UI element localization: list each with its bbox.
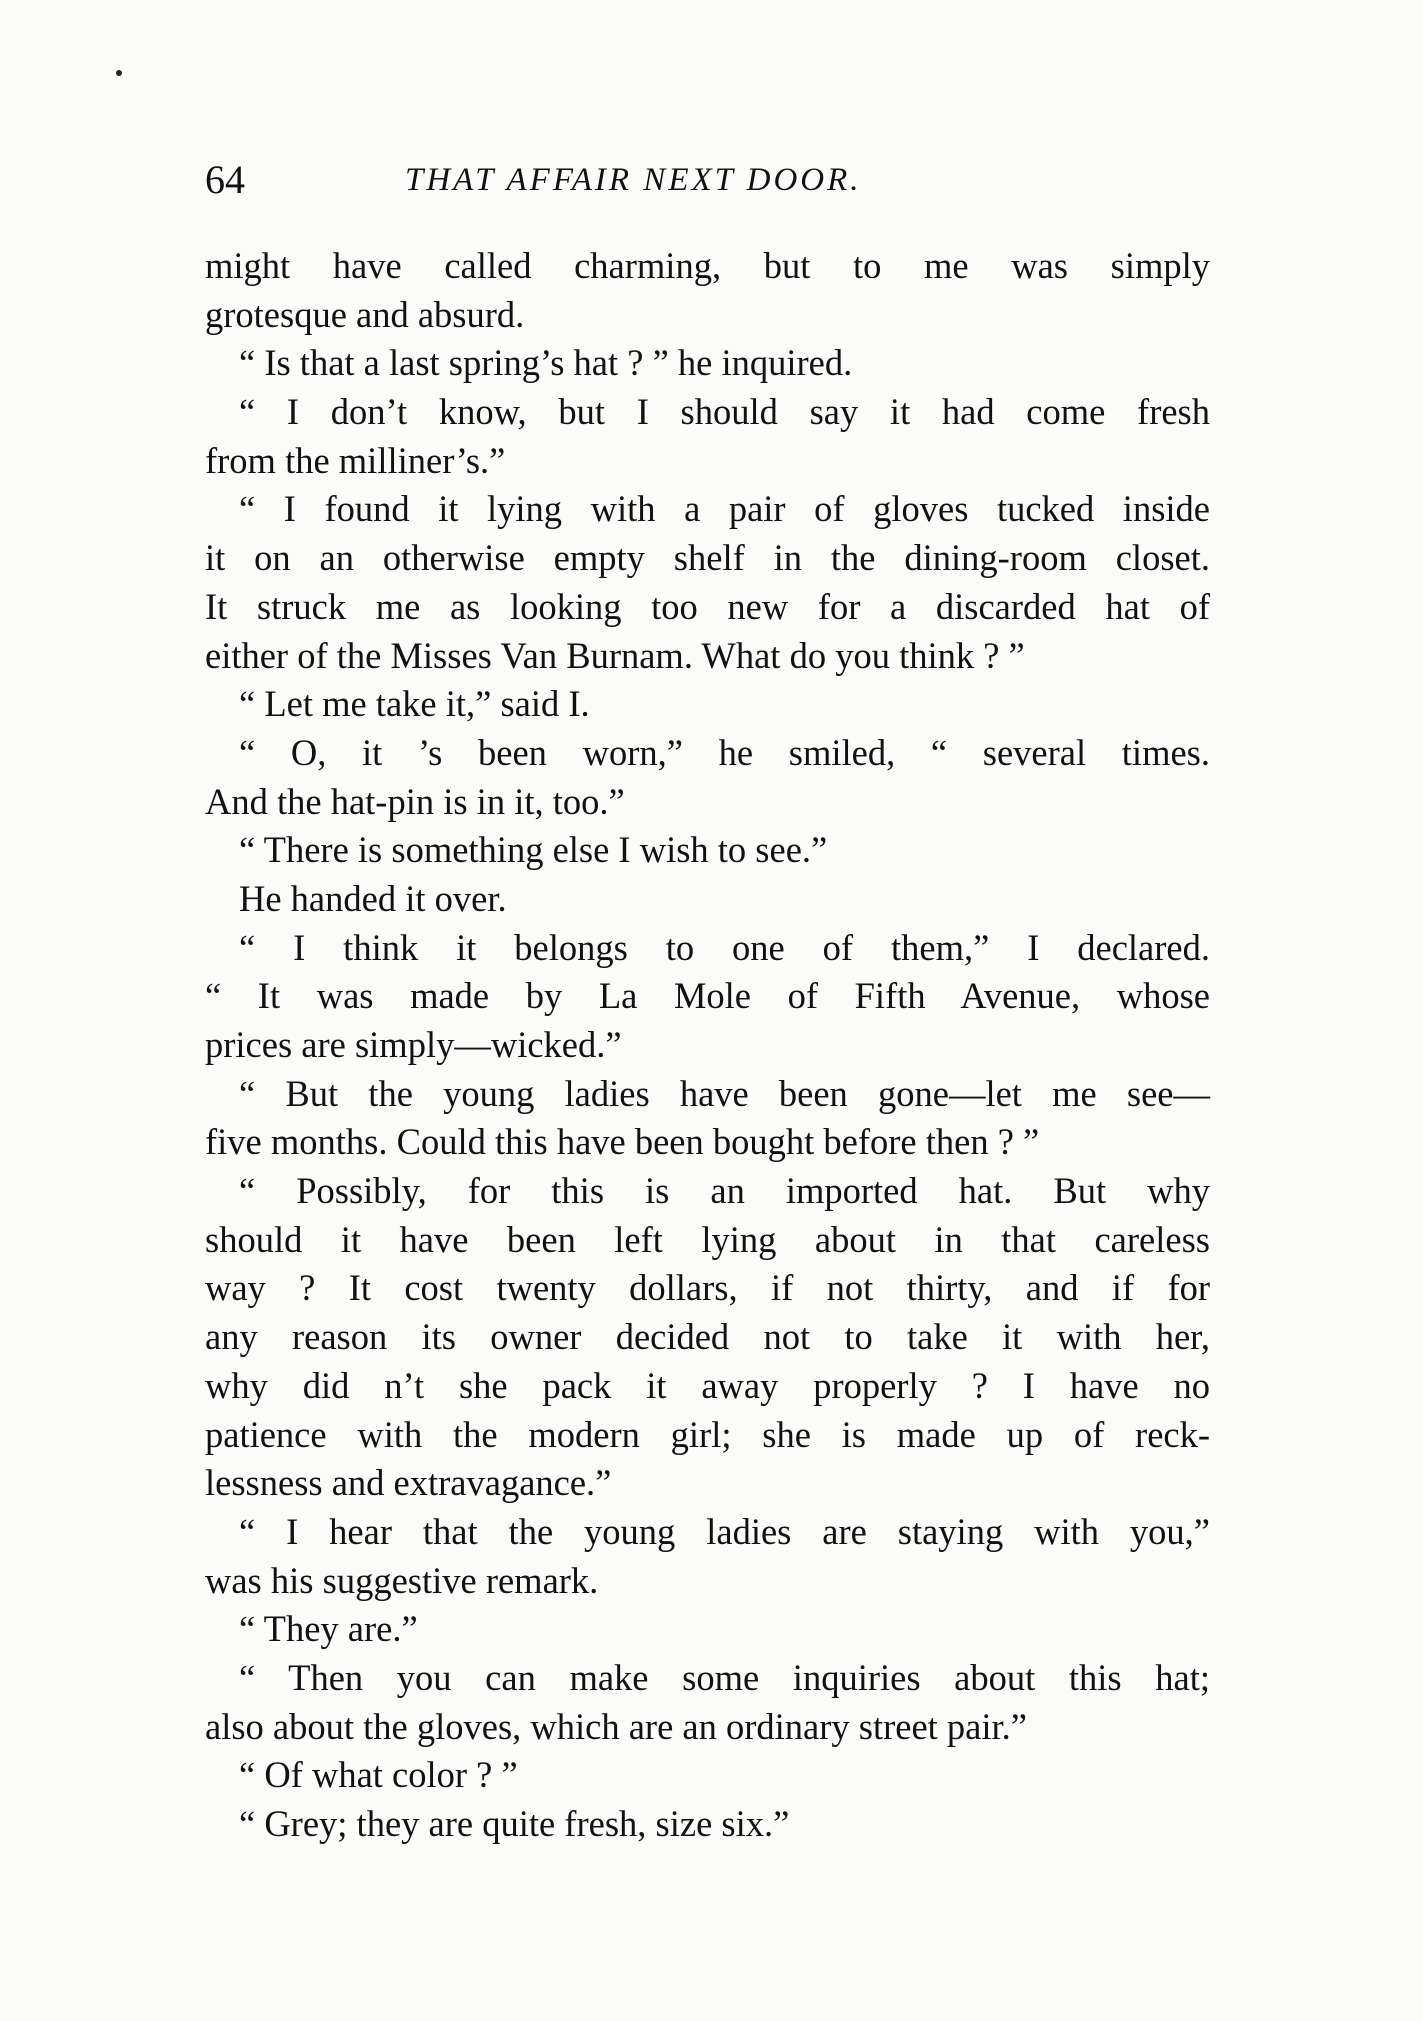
text-line: patience with the modern girl; she is made up of reck- (205, 1413, 1210, 1455)
text-line: “ But the young ladies have been gone—let me see— (239, 1072, 1210, 1114)
text-line: It struck me as looking too new for a discarded hat of (205, 585, 1210, 627)
running-title: THAT AFFAIR NEXT DOOR. (405, 162, 862, 198)
text-line: why did n’t she pack it away properly ? I have no (205, 1364, 1210, 1406)
text-line: either of the Misses Van Burnam. What do you think ? ” (205, 634, 1025, 676)
text-line: “ I found it lying with a pair of gloves tucked inside (239, 488, 1210, 530)
text-line: And the hat-pin is in it, too.” (205, 780, 625, 822)
text-line: “ Is that a last spring’s hat ? ” he inquired. (239, 342, 853, 384)
page-header (205, 152, 1215, 208)
text-line: “ Grey; they are quite fresh, size six.” (239, 1803, 790, 1844)
ink-speck (116, 70, 122, 76)
text-line: might have called charming, but to me was simply (205, 245, 1210, 286)
text-line: “ I think it belongs to one of them,” I declared. (239, 926, 1210, 968)
text-line: should it have been left lying about in that careless (205, 1218, 1210, 1260)
text-line: prices are simply—wicked.” (205, 1024, 622, 1065)
text-line: five months. Could this have been bought before then ? ” (205, 1121, 1040, 1163)
text-line: “ Let me take it,” said I. (239, 683, 590, 725)
text-line: grotesque and absurd. (205, 293, 525, 335)
text-line: was his suggestive remark. (205, 1559, 599, 1601)
text-line: “ O, it ’s been worn,” he smiled, “ several times. (239, 731, 1210, 773)
text-line: “ Of what color ? ” (239, 1754, 518, 1796)
text-line: any reason its owner decided not to take it with her, (205, 1316, 1210, 1358)
text-line: “ I hear that the young ladies are staying with you,” (239, 1510, 1210, 1552)
body-text (205, 242, 1210, 1849)
page-number: 64 (205, 157, 245, 202)
text-line: “ I don’t know, but I should say it had come fresh (239, 391, 1210, 433)
text-line: it on an otherwise empty shelf in the dining-room closet. (205, 537, 1210, 579)
text-line: lessness and extravagance.” (205, 1462, 612, 1504)
text-line: “ There is something else I wish to see.” (239, 829, 828, 871)
text-line: “ Then you can make some inquiries about this hat; (239, 1656, 1210, 1698)
text-line: way ? It cost twenty dollars, if not thirty, and if for (205, 1267, 1210, 1309)
text-line: “ Possibly, for this is an imported hat. But why (239, 1170, 1210, 1212)
text-line: He handed it over. (239, 877, 507, 919)
text-line: from the milliner’s.” (205, 439, 506, 481)
text-line: “ It was made by La Mole of Fifth Avenue, whose (205, 975, 1210, 1017)
text-line: “ They are.” (239, 1608, 418, 1650)
text-line: also about the gloves, which are an ordinary street pair.” (205, 1705, 1027, 1747)
